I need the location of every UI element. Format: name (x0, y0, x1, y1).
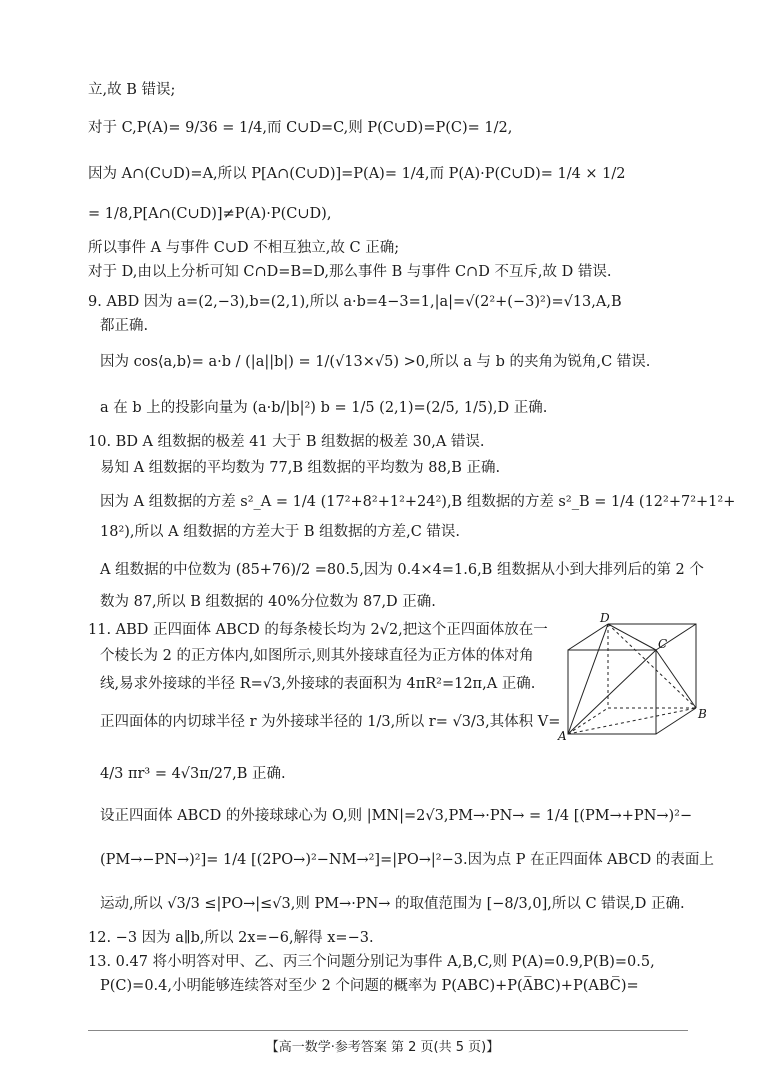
text-line: 18²),所以 A 组数据的方差大于 B 组数据的方差,C 错误. (100, 524, 461, 540)
label-a: A (558, 729, 567, 742)
text-line: 4/3 πr³ = 4√3π/27,B 正确. (100, 766, 286, 782)
text-line: 正四面体的内切球半径 r 为外接球半径的 1/3,所以 r= √3/3,其体积 V= (100, 714, 561, 730)
text-line: P(C)=0.4,小明能够连续答对至少 2 个问题的概率为 P(ABC)+P(A̅BC)+P(ABC̅)= (100, 978, 639, 994)
text-line: 易知 A 组数据的平均数为 77,B 组数据的平均数为 88,B 正确. (100, 460, 501, 476)
text-line: 对于 C,P(A)= 9/36 = 1/4,而 C∪D=C,则 P(C∪D)=P(C)= 1/2, (88, 120, 513, 136)
text-line: 立,故 B 错误; (88, 82, 176, 98)
text-line: 设正四面体 ABCD 的外接球球心为 O,则 |MN|=2√3,PM→·PN→ = 1/4 [(PM→+PN→)²− (100, 808, 693, 824)
text-line: 运动,所以 √3/3 ≤|PO→|≤√3,则 PM→·PN→ 的取值范围为 [−8/3,0],所以 C 错误,D 正确. (100, 896, 685, 912)
label-d: D (600, 612, 610, 625)
label-b: B (698, 707, 706, 721)
cube-diagram (556, 612, 706, 742)
text-line: 因为 A∩(C∪D)=A,所以 P[A∩(C∪D)]=P(A)= 1/4,而 P(A)·P(C∪D)= 1/4 × 1/2 (88, 166, 626, 182)
question-11-line: 11. ABD 正四面体 ABCD 的每条棱长均为 2√2,把这个正四面体放在一 (88, 622, 548, 638)
question-9-line: 9. ABD 因为 a=(2,−3),b=(2,1),所以 a·b=4−3=1,|a|=√(2²+(−3)²)=√13,A,B (88, 294, 622, 310)
text-line: = 1/8,P[A∩(C∪D)]≠P(A)·P(C∪D), (88, 206, 332, 222)
question-10-line: 10. BD A 组数据的极差 41 大于 B 组数据的极差 30,A 错误. (88, 434, 485, 450)
text-line: 数为 87,所以 B 组数据的 40%分位数为 87,D 正确. (100, 594, 436, 610)
text-line: 个棱长为 2 的正方体内,如图所示,则其外接球直径为正方体的体对角 (100, 648, 534, 664)
cube-tetrahedron-figure (556, 612, 706, 742)
text-line: 因为 A 组数据的方差 s²_A = 1/4 (17²+8²+1²+24²),B 组数据的方差 s²_B = 1/4 (12²+7²+1²+ (100, 494, 736, 510)
page-footer: 【高一数学·参考答案 第 2 页(共 5 页)】 (265, 1040, 500, 1055)
label-c: C (658, 637, 668, 651)
text-line: 线,易求外接球的半径 R=√3,外接球的表面积为 4πR²=12π,A 正确. (100, 676, 536, 692)
footer-divider (88, 1030, 688, 1031)
text-line: (PM→−PN→)²]= 1/4 [(2PO→)²−NM→²]=|PO→|²−3.因为点 P 在正四面体 ABCD 的表面上 (100, 852, 714, 868)
question-13-line: 13. 0.47 将小明答对甲、乙、丙三个问题分别记为事件 A,B,C,则 P(A)=0.9,P(B)=0.5, (88, 954, 655, 970)
text-line: A 组数据的中位数为 (85+76)/2 =80.5,因为 0.4×4=1.6,B 组数据从小到大排列后的第 2 个 (100, 562, 704, 578)
text-line: 都正确. (100, 318, 149, 334)
text-line: a 在 b 上的投影向量为 (a·b/|b|²) b = 1/5 (2,1)=(2/5, 1/5),D 正确. (100, 400, 548, 416)
text-line: 对于 D,由以上分析可知 C∩D=B=D,那么事件 B 与事件 C∩D 不互斥,故 D 错误. (88, 264, 612, 280)
text-line: 所以事件 A 与事件 C∪D 不相互独立,故 C 正确; (88, 240, 400, 256)
question-12-line: 12. −3 因为 a∥b,所以 2x=−6,解得 x=−3. (88, 930, 374, 946)
text-line: 因为 cos⟨a,b⟩= a·b / (|a||b|) = 1/(√13×√5) >0,所以 a 与 b 的夹角为锐角,C 错误. (100, 354, 651, 370)
